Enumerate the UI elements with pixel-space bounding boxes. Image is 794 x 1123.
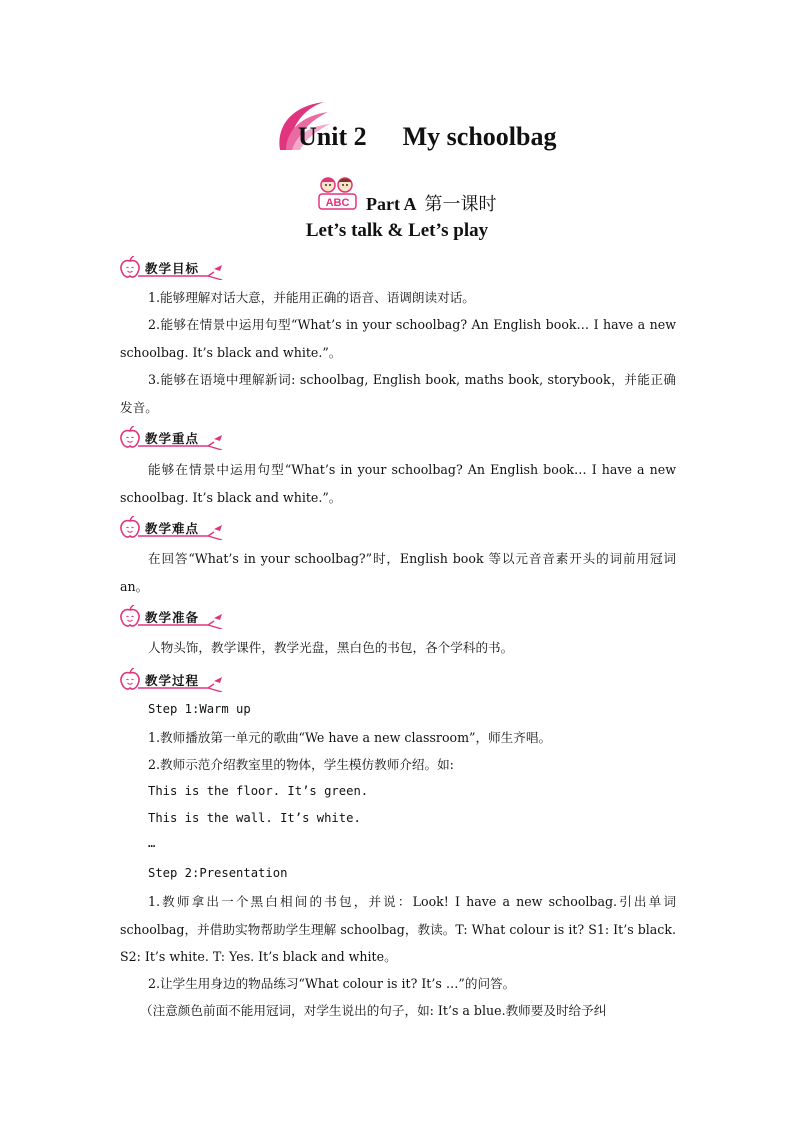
section-label: 教学难点 [145,521,200,536]
step1-example-2: This is the wall. It’s white. [148,811,361,825]
section-label: 教学准备 [145,610,200,625]
svg-text:ABC: ABC [325,197,350,209]
step1-item-1: 1.教师播放第一单元的歌曲“We have a new classroom”，师生齐唱。 [148,730,552,745]
period-label: 第一课时 [424,194,497,214]
abc-kids-icon [316,176,360,212]
goal-item-3: 3.能够在语境中理解新词: schoolbag, English book, maths book, storybook，并能正确发音。 [120,372,676,415]
prep-text: 人物头饰，教学课件，教学光盘，黑白色的书包，各个学科的书。 [148,640,514,655]
unit-header [272,98,592,158]
step2-item-1: 1.教师拿出一个黑白相间的书包，并说：Look! I have a new schoolbag.引出单词 schoolbag，并借助实物帮助学生理解 schoolbag，教读。T: What colour is it? S1: It’s black. S2: It’s white. T: Yes. It’s black and white。 [120,894,676,964]
goal-item-2: 2.能够在情景中运用句型“What’s in your schoolbag? An English book… I have a new schoolbag. It’s black and white.”。 [120,317,676,360]
section-label: 教学目标 [145,261,200,276]
step1-heading: Step 1:Warm up [148,702,251,716]
step2-item-2: 2.让学生用身边的物品练习“What colour is it? It’s …”的问答。 [148,976,516,991]
unit-title [298,122,556,152]
section-label: 教学过程 [145,673,200,688]
part-name: Part A [366,194,417,214]
section-heading-prep [118,605,238,629]
step2-heading: Step 2:Presentation [148,866,288,880]
key-text: 能够在情景中运用句型“What’s in your schoolbag? An English book… I have a new schoolbag. It’s black and white.”。 [120,462,676,505]
lesson-title: Let’s talk & Let’s play [305,220,489,241]
section-label: 教学重点 [145,431,200,446]
step1-ellipsis: … [148,836,156,850]
goal-item-1: 1.能够理解对话大意，并能用正确的语音、语调朗读对话。 [148,290,475,305]
section-heading-key [118,426,238,450]
unit-number: Unit 2 [298,122,367,151]
difficult-text: 在回答“What’s in your schoolbag?”时，English book 等以元音音素开头的词前用冠词 an。 [120,551,676,594]
section-heading-difficult [118,516,238,540]
section-heading-goals [118,256,238,280]
unit-name: My schoolbag [402,122,557,151]
step1-item-2: 2.教师示范介绍教室里的物体，学生模仿教师介绍。如: [148,757,454,772]
step2-note: （注意颜色前面不能用冠词，对学生说出的句子，如: It’s a blue.教师要及时给予纠 [140,1003,607,1018]
section-heading-process [118,668,238,692]
part-label [366,190,496,216]
step1-example-1: This is the floor. It’s green. [148,784,369,798]
part-heading [316,176,546,212]
